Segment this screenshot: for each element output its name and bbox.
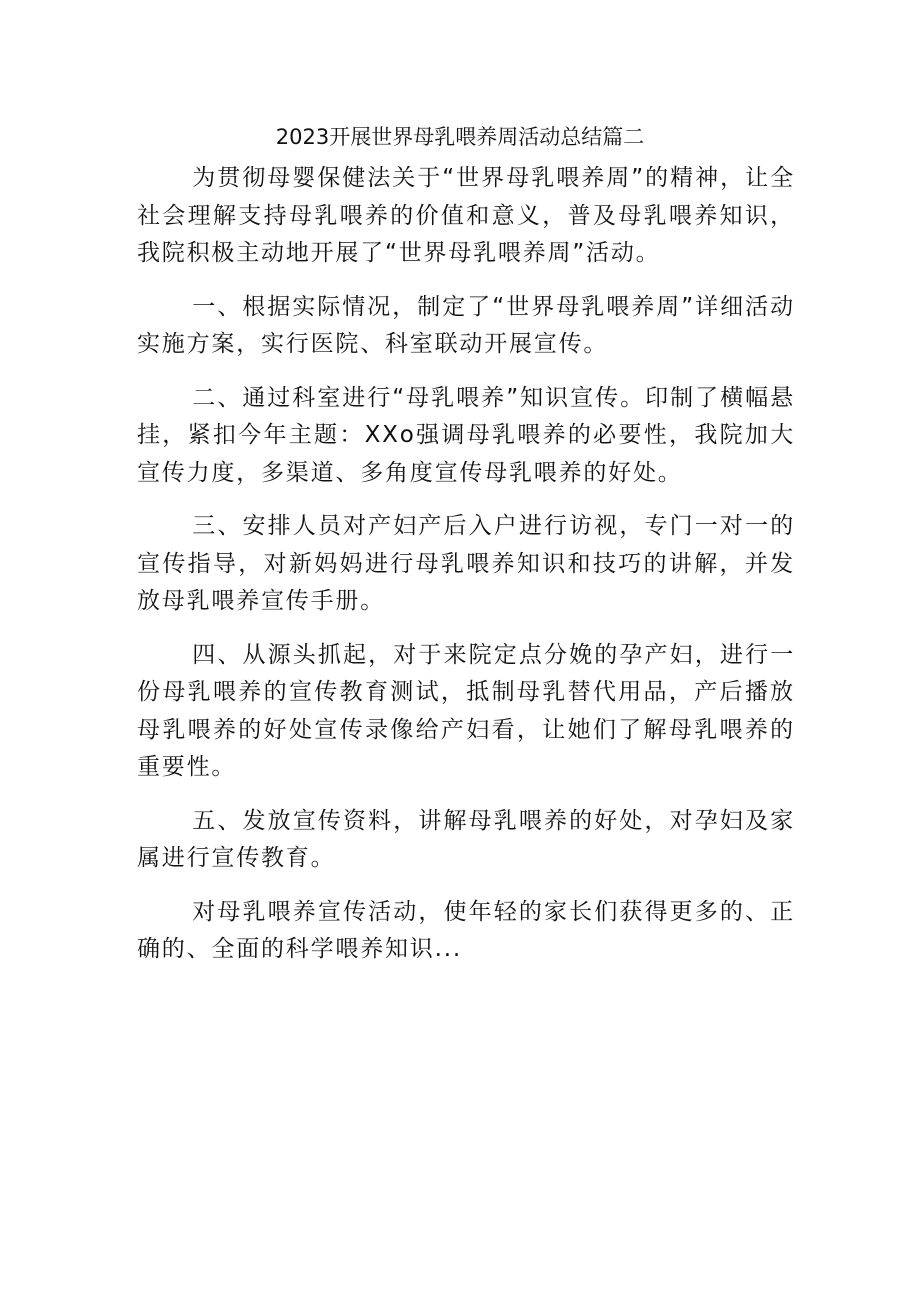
paragraph-conclusion: 对母乳喂养宣传活动，使年轻的家长们获得更多的、正确的、全面的科学喂养知识... [137, 898, 795, 962]
paragraph-item-4: 四、从源头抓起，对于来院定点分娩的孕产妇，进行一份母乳喂养的宣传教育测试，抵制母乳替代用品，产后播放母乳喂养的好处宣传录像给产妇看，让她们了解母乳喂养的重要性。 [137, 641, 795, 780]
paragraph-item-5: 五、发放宣传资料，讲解母乳喂养的好处，对孕妇及家属进行宣传教育。 [137, 807, 795, 871]
document-title: 2023开展世界母乳喂养周活动总结篇二 [275, 125, 645, 149]
paragraph-item-2: 二、通过科室进行“母乳喂养”知识宣传。印制了横幅悬挂，紧扣今年主题：XXo强调母乳喂养的必要性，我院加大宣传力度，多渠道、多角度宣传母乳喂养的好处。 [137, 384, 795, 486]
paragraph-intro: 为贯彻母婴保健法关于“世界母乳喂养周”的精神，让全社会理解支持母乳喂养的价值和意义，普及母乳喂养知识，我院积极主动地开展了“世界母乳喂养周”活动。 [137, 165, 795, 266]
paragraph-item-3: 三、安排人员对产妇产后入户进行访视，专门一对一的宣传指导，对新妈妈进行母乳喂养知识和技巧的讲解，并发放母乳喂养宣传手册。 [137, 513, 795, 614]
paragraph-item-1: 一、根据实际情况，制定了“世界母乳喂养周”详细活动实施方案，实行医院、科室联动开展宣传。 [137, 293, 795, 357]
document-body [137, 160, 795, 985]
